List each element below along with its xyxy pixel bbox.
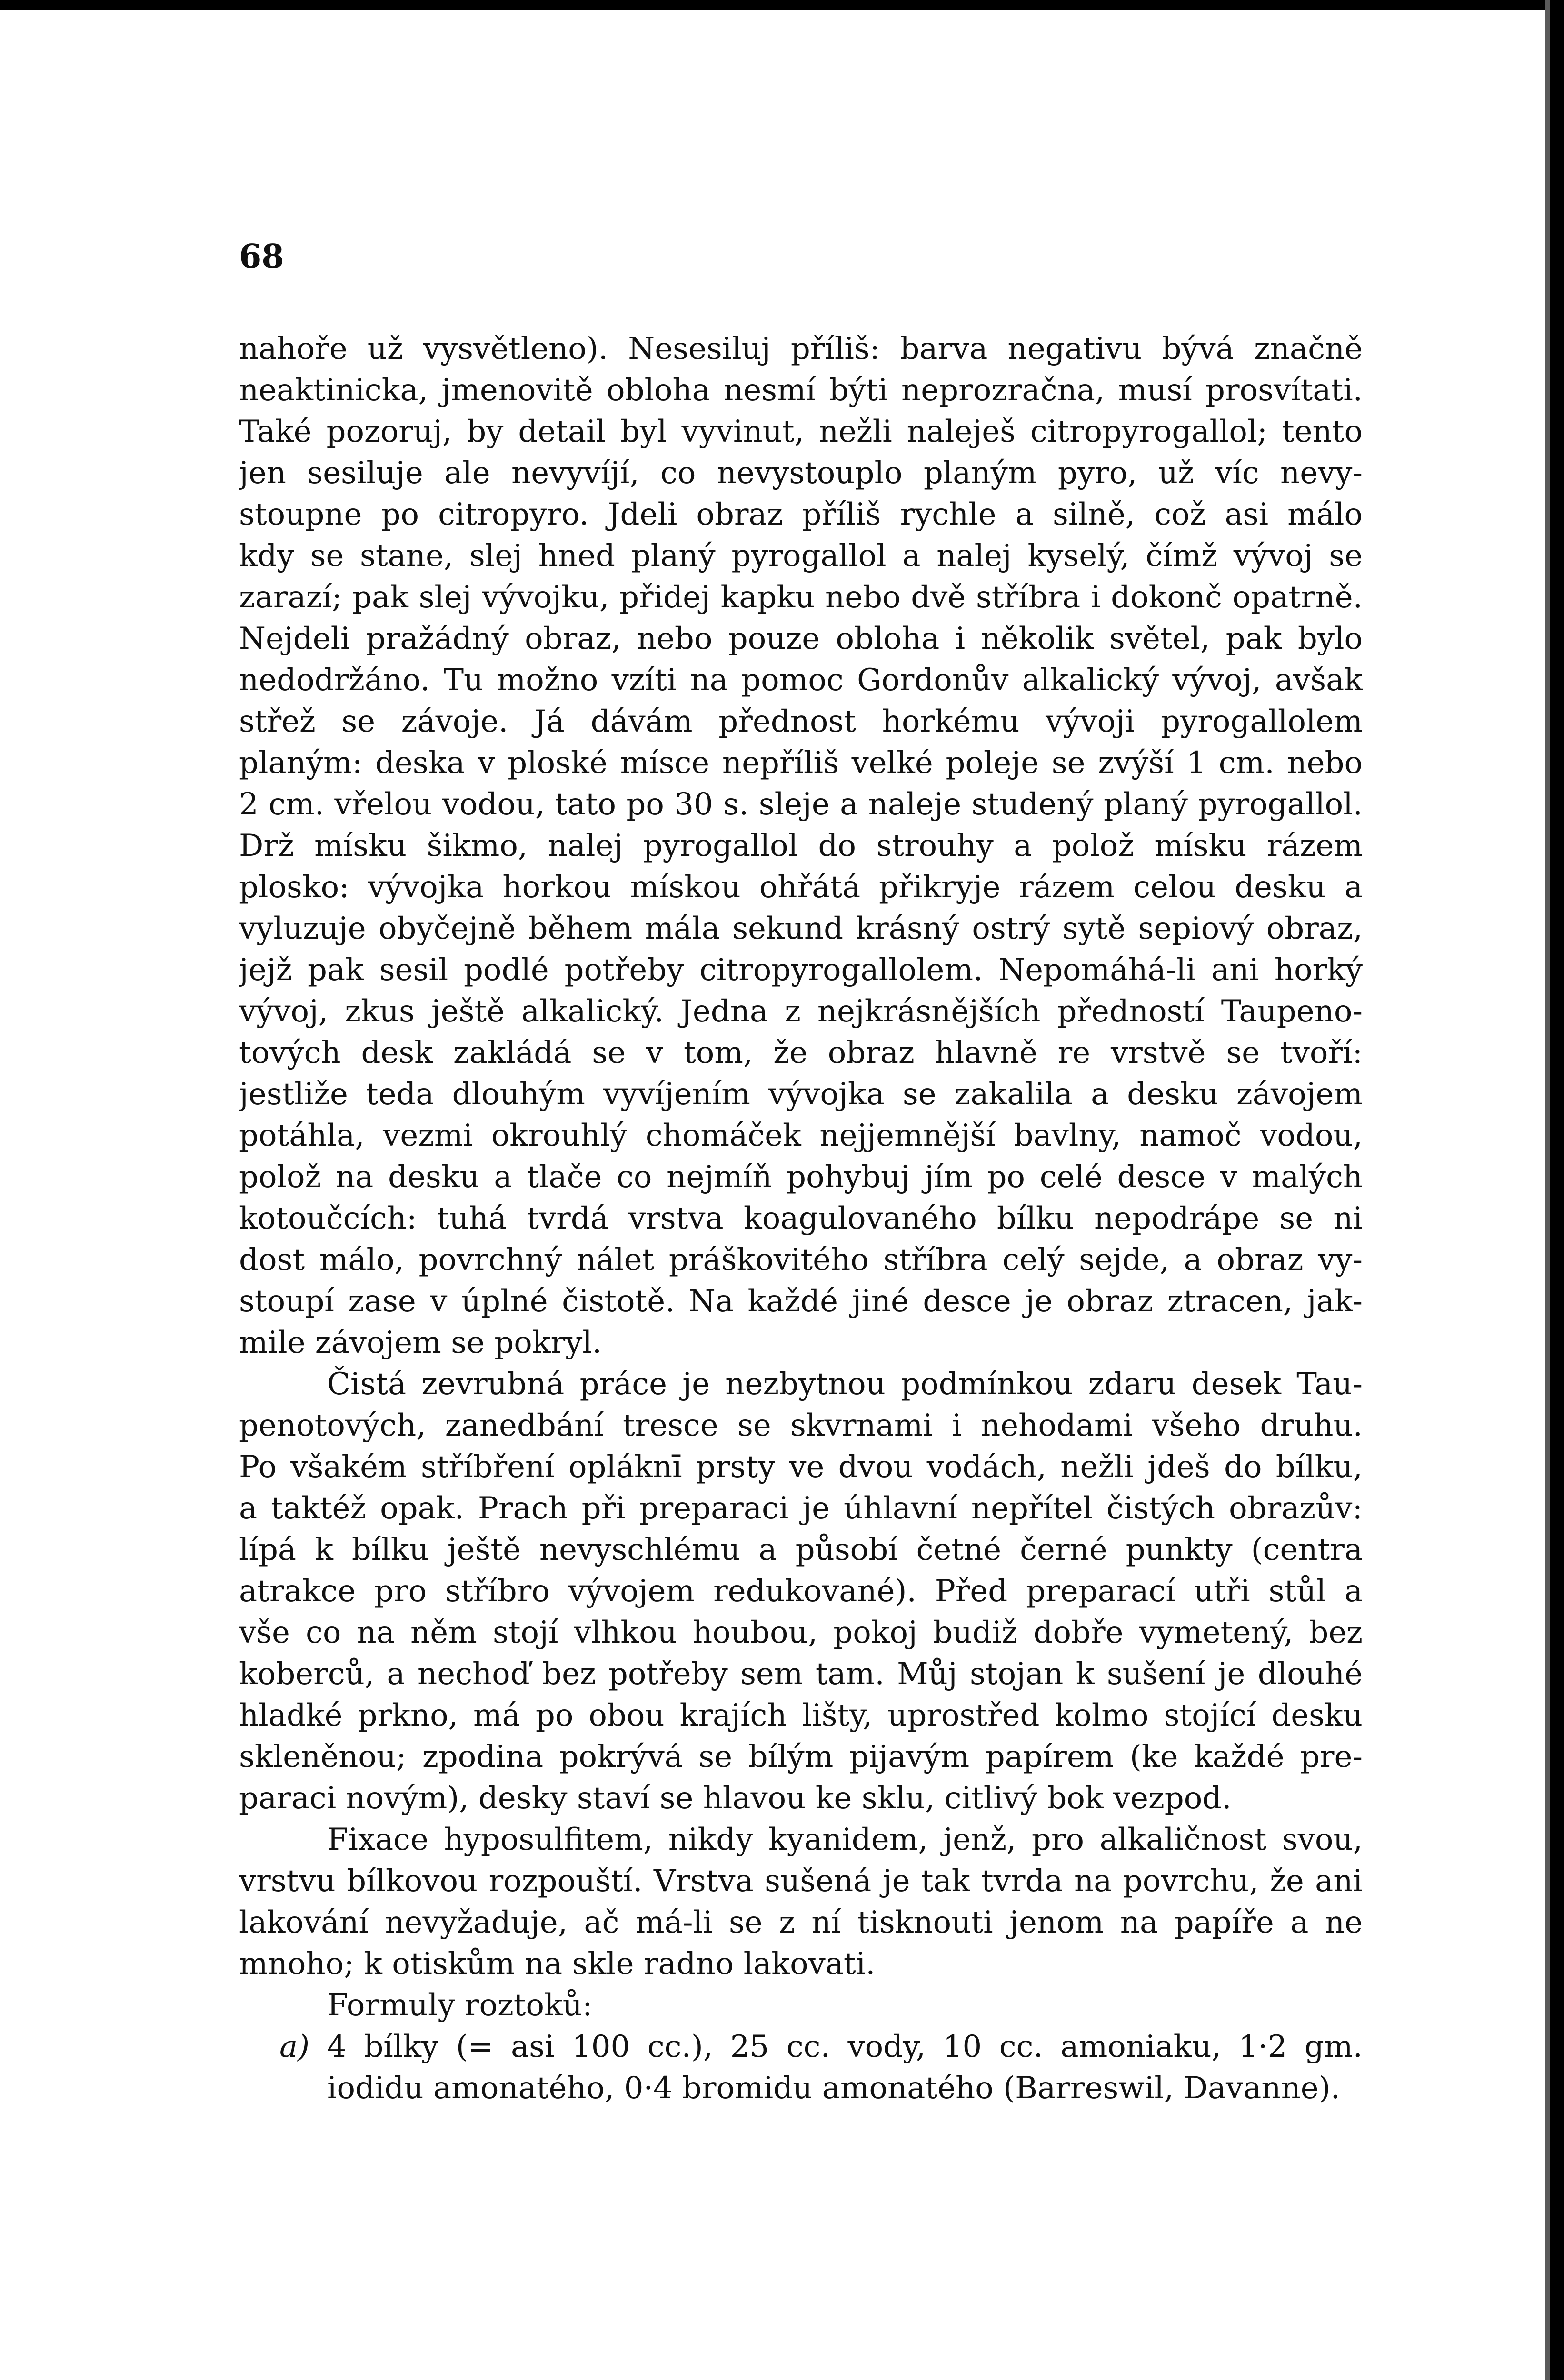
text-line: vrstvu bílkovou rozpouští. Vrstva sušená je tak tvrda na povrchu, že ani	[239, 1864, 1363, 1899]
formula-line-2	[239, 2068, 1363, 2109]
text-line: neaktinicka, jmenovitě obloha nesmí býti neprozračna, musí prosvítati.	[239, 373, 1363, 408]
text-line: mile závojem se pokryl.	[239, 1325, 602, 1360]
scan-edge-right	[1545, 0, 1550, 2380]
text-line: Čistá zevrubná práce je nezbytnou podmínkou zdaru desek Tau-	[327, 1367, 1363, 1402]
text-line: Po všakém stříbření opláknī prsty ve dvou vodách, nežli jdeš do bílku,	[239, 1449, 1363, 1485]
formula-text-2: iodidu amonatého, 0·4 bromidu amonatého (Barreswil, Davanne).	[327, 2071, 1340, 2106]
text-line: polož na desku a tlače co nejmíň pohybuj jím po celé desce v malých	[239, 1160, 1363, 1195]
text-line: kotoučcích: tuhá tvrdá vrstva koagulovaného bílku nepodrápe se ni	[239, 1201, 1363, 1236]
text-line: kdy se stane, slej hned planý pyrogallol a nalej kyselý, čímž vývoj se	[239, 538, 1363, 574]
text-line: paraci novým), desky staví se hlavou ke sklu, citlivý bok vezpod.	[239, 1781, 1232, 1816]
text-line: Nejdeli pražádný obraz, nebo pouze obloha i několik světel, pak bylo	[239, 621, 1363, 656]
text-line: stoupne po citropyro. Jdeli obraz příliš rychle a silně, což asi málo	[239, 497, 1363, 532]
text-line: vývoj, zkus ještě alkalický. Jedna z nejkrásnějších předností Taupeno-	[239, 994, 1363, 1029]
text-line: vyluzuje obyčejně během mála sekund krásný ostrý sytě sepiový obraz,	[239, 911, 1363, 946]
page-number: 68	[239, 238, 284, 276]
text-line: lakování nevyžaduje, ač má-li se z ní tisknouti jenom na papíře a ne	[239, 1905, 1363, 1940]
text-line: penotových, zanedbání tresce se skvrnami i nehodami všeho druhu.	[239, 1408, 1363, 1443]
text-line: střež se závoje. Já dávám přednost horkému vývoji pyrogallolem	[239, 704, 1363, 739]
text-line: hladké prkno, má po obou krajích lišty, uprostřed kolmo stojící desku	[239, 1698, 1363, 1733]
text-line: jestliže teda dlouhým vyvíjením vývojka se zakalila a desku závojem	[239, 1077, 1363, 1112]
formula-text-1: 4 bílky (= asi 100 cc.), 25 cc. vody, 10 cc. amoniaku, 1·2 gm.	[327, 2029, 1363, 2064]
body-text	[239, 328, 1363, 2109]
text-line: mnoho; k otiskům na skle radno lakovati.	[239, 1946, 876, 1982]
text-line: Formuly roztoků:	[327, 1988, 593, 2023]
text-line: 2 cm. vřelou vodou, tato po 30 s. sleje a naleje studený planý pyrogallol.	[239, 787, 1363, 822]
text-line: lípá k bílku ještě nevyschlému a působí četné černé punkty (centra	[239, 1532, 1363, 1567]
text-line: plosko: vývojka horkou mískou ohřátá přikryje rázem celou desku a	[239, 870, 1363, 905]
text-line: nahoře už vysvětleno). Nesesiluj příliš: barva negativu bývá značně	[239, 331, 1363, 367]
text-line: skleněnou; zpodina pokrývá se bílým pijavým papírem (ke každé pre-	[239, 1739, 1363, 1775]
formula-label: a)	[279, 2029, 310, 2064]
text-line: koberců, a nechoď bez potřeby sem tam. Můj stojan k sušení je dlouhé	[239, 1656, 1363, 1692]
paragraphs	[239, 328, 1363, 2026]
text-line: zarazí; pak slej vývojku, přidej kapku nebo dvě stříbra i dokonč opatrně.	[239, 580, 1363, 615]
scan-border-right	[1550, 0, 1564, 2380]
text-line: nedodržáno. Tu možno vzíti na pomoc Gordonův alkalický vývoj, avšak	[239, 663, 1363, 698]
text-line: jen sesiluje ale nevyvíjí, co nevystouplo planým pyro, už víc nevy-	[239, 456, 1363, 491]
formula-line-1	[239, 2026, 1363, 2068]
text-line: jejž pak sesil podlé potřeby citropyrogallolem. Nepomáhá-li ani horký	[239, 952, 1363, 988]
text-line: Fixace hyposulfitem, nikdy kyanidem, jenž, pro alkaličnost svou,	[327, 1822, 1363, 1857]
text-line: potáhla, vezmi okrouhlý chomáček nejjemnější bavlny, namoč vodou,	[239, 1118, 1363, 1153]
text-line: planým: deska v ploské mísce nepříliš velké poleje se zvýší 1 cm. nebo	[239, 745, 1363, 781]
text-line: atrakce pro stříbro vývojem redukované). Před preparací utři stůl a	[239, 1574, 1363, 1609]
scan-border-top	[0, 0, 1564, 10]
text-line: a taktéž opak. Prach při preparaci je úhlavní nepřítel čistých obrazův:	[239, 1491, 1363, 1526]
text-line: tových desk zakládá se v tom, že obraz hlavně re vrstvě se tvoří:	[239, 1035, 1363, 1071]
text-line: dost málo, povrchný nálet práškovitého stříbra celý sejde, a obraz vy-	[239, 1242, 1363, 1278]
text-line: vše co na něm stojí vlhkou houbou, pokoj budiž dobře vymetený, bez	[239, 1615, 1363, 1650]
text-line: stoupí zase v úplné čistotě. Na každé jiné desce je obraz ztracen, jak-	[239, 1284, 1363, 1319]
text-line: Také pozoruj, by detail byl vyvinut, nežli naleješ citropyrogallol; tento	[239, 414, 1363, 449]
text-line: Drž mísku šikmo, nalej pyrogallol do strouhy a polož mísku rázem	[239, 828, 1363, 863]
